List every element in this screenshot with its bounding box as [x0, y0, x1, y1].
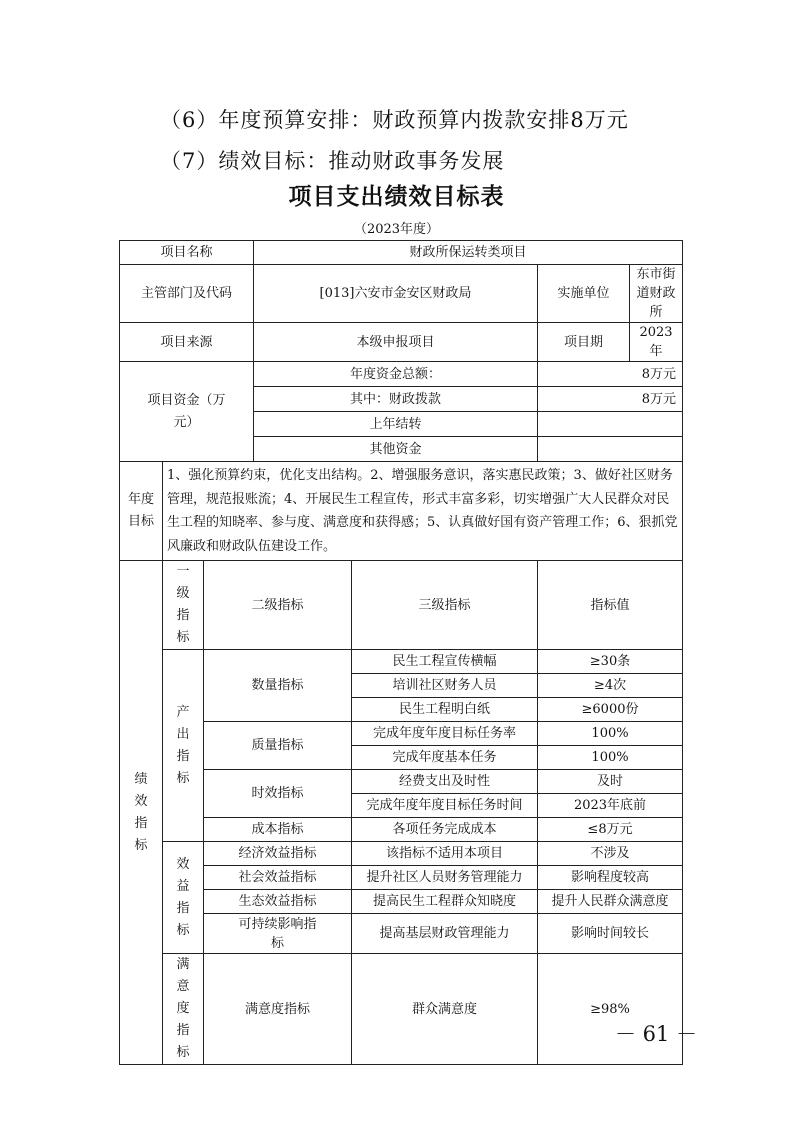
indicator-name: 完成年度年度目标任务时间 [352, 794, 538, 818]
indicator-value: 提升人民群众满意度 [538, 890, 683, 914]
table-row [120, 241, 683, 265]
table-row [120, 650, 683, 674]
indicator-value: 100% [538, 746, 683, 770]
fiscal-funds-value: 8万元 [538, 387, 683, 412]
indicators-label [120, 561, 163, 1065]
level1-header [163, 561, 204, 650]
level2-header: 二级指标 [204, 561, 352, 650]
table-row [120, 362, 683, 387]
benefit-label [163, 842, 204, 954]
quantity-label: 数量指标 [204, 650, 352, 722]
indicator-name: 各项任务完成成本 [352, 818, 538, 842]
level1-header-text: 一级指标 [176, 564, 190, 645]
indicator-value: 及时 [538, 770, 683, 794]
quality-label: 质量指标 [204, 722, 352, 770]
indicator-value: ≥4次 [538, 674, 683, 698]
satisfaction-level2: 满意度指标 [204, 954, 352, 1065]
table-row [120, 954, 683, 1065]
table-row [120, 770, 683, 794]
table-row [120, 842, 683, 866]
indicator-value: 影响时间较长 [538, 914, 683, 954]
impl-unit-value: 东市街道财政所 [630, 265, 683, 323]
funds-label-text: 项目资金（万元） [147, 392, 226, 430]
benefit-level2 [204, 914, 352, 954]
impl-unit-label: 实施单位 [538, 265, 630, 323]
indicator-name: 群众满意度 [352, 954, 538, 1065]
year-label: （2023年度） [353, 222, 440, 237]
fiscal-funds-label: 其中：财政拨款 [254, 387, 538, 412]
value-header: 指标值 [538, 561, 683, 650]
project-name-label: 项目名称 [120, 241, 254, 265]
indicator-value: ≥98% [538, 954, 683, 1065]
source-value: 本级申报项目 [254, 323, 538, 362]
indicator-name: 提高民生工程群众知晓度 [352, 890, 538, 914]
table-row [120, 265, 683, 323]
annual-goal-text: 1、强化预算约束，优化支出结构。2、增强服务意识，落实惠民政策；3、做好社区财务管理，规范报账流；4、开展民生工程宣传，形式丰富多彩，切实增强广大人民群众对民生工程的知晓率、参与度、满意度和获得感；5、认真做好国有资产管理工作；6、狠抓党风廉政和财政队伍建设工作。 [163, 462, 683, 561]
indicator-name: 民生工程明白纸 [352, 698, 538, 722]
output-label-text: 产出指标 [176, 704, 190, 786]
other-funds-label: 其他资金 [254, 437, 538, 462]
indicator-name: 提高基层财政管理能力 [352, 914, 538, 954]
carryover-value [538, 412, 683, 437]
annual-goal-label [120, 462, 163, 561]
performance-target-table [119, 240, 683, 1065]
funds-label [120, 362, 254, 462]
carryover-label: 上年结转 [254, 412, 538, 437]
table-row [120, 890, 683, 914]
period-label: 项目期 [538, 323, 630, 362]
indicator-name: 提升社区人员财务管理能力 [352, 866, 538, 890]
benefit-label-text: 效益指标 [176, 856, 190, 938]
satisfaction-label [163, 954, 204, 1065]
total-funds-value: 8万元 [538, 362, 683, 387]
indicator-value: ≥30条 [538, 650, 683, 674]
timeliness-label: 时效指标 [204, 770, 352, 818]
indicator-name: 培训社区财务人员 [352, 674, 538, 698]
indicator-value: 影响程度较高 [538, 866, 683, 890]
satisfaction-label-text: 满意度指标 [176, 957, 190, 1060]
table-title: 项目支出绩效目标表 [288, 184, 505, 210]
dept-value: [013]六安市金安区财政局 [254, 265, 538, 323]
page-number: － 61 － [615, 1022, 698, 1046]
indicator-value: 100% [538, 722, 683, 746]
indicator-name: 经费支出及时性 [352, 770, 538, 794]
table-row [120, 323, 683, 362]
table-row [120, 462, 683, 561]
table-row [120, 561, 683, 650]
indicator-name: 完成年度年度目标任务率 [352, 722, 538, 746]
benefit-level2: 社会效益指标 [204, 866, 352, 890]
performance-goal-line: （7）绩效目标：推动财政事务发展 [160, 149, 505, 173]
table-row [120, 722, 683, 746]
table-row [120, 818, 683, 842]
table-row [120, 866, 683, 890]
indicator-name: 完成年度基本任务 [352, 746, 538, 770]
period-value: 2023年 [630, 323, 683, 362]
annual-goal-label-text: 年度目标 [127, 492, 154, 529]
cost-label: 成本指标 [204, 818, 352, 842]
indicators-label-text: 绩效指标 [134, 771, 148, 853]
sustainability-label: 可持续影响指标 [238, 916, 317, 951]
table-row [120, 914, 683, 954]
indicator-value: ≤8万元 [538, 818, 683, 842]
dept-label: 主管部门及代码 [120, 265, 254, 323]
other-funds-value [538, 437, 683, 462]
output-label [163, 650, 204, 842]
benefit-level2: 生态效益指标 [204, 890, 352, 914]
project-name-value: 财政所保运转类项目 [254, 241, 683, 265]
budget-arrangement-line: （6）年度预算安排：财政预算内拨款安排8万元 [160, 108, 629, 132]
level3-header: 三级指标 [352, 561, 538, 650]
indicator-value: 2023年底前 [538, 794, 683, 818]
indicator-name: 该指标不适用本项目 [352, 842, 538, 866]
benefit-level2: 经济效益指标 [204, 842, 352, 866]
indicator-value: ≥6000份 [538, 698, 683, 722]
total-funds-label: 年度资金总额： [254, 362, 538, 387]
indicator-name: 民生工程宣传横幅 [352, 650, 538, 674]
indicator-value: 不涉及 [538, 842, 683, 866]
source-label: 项目来源 [120, 323, 254, 362]
